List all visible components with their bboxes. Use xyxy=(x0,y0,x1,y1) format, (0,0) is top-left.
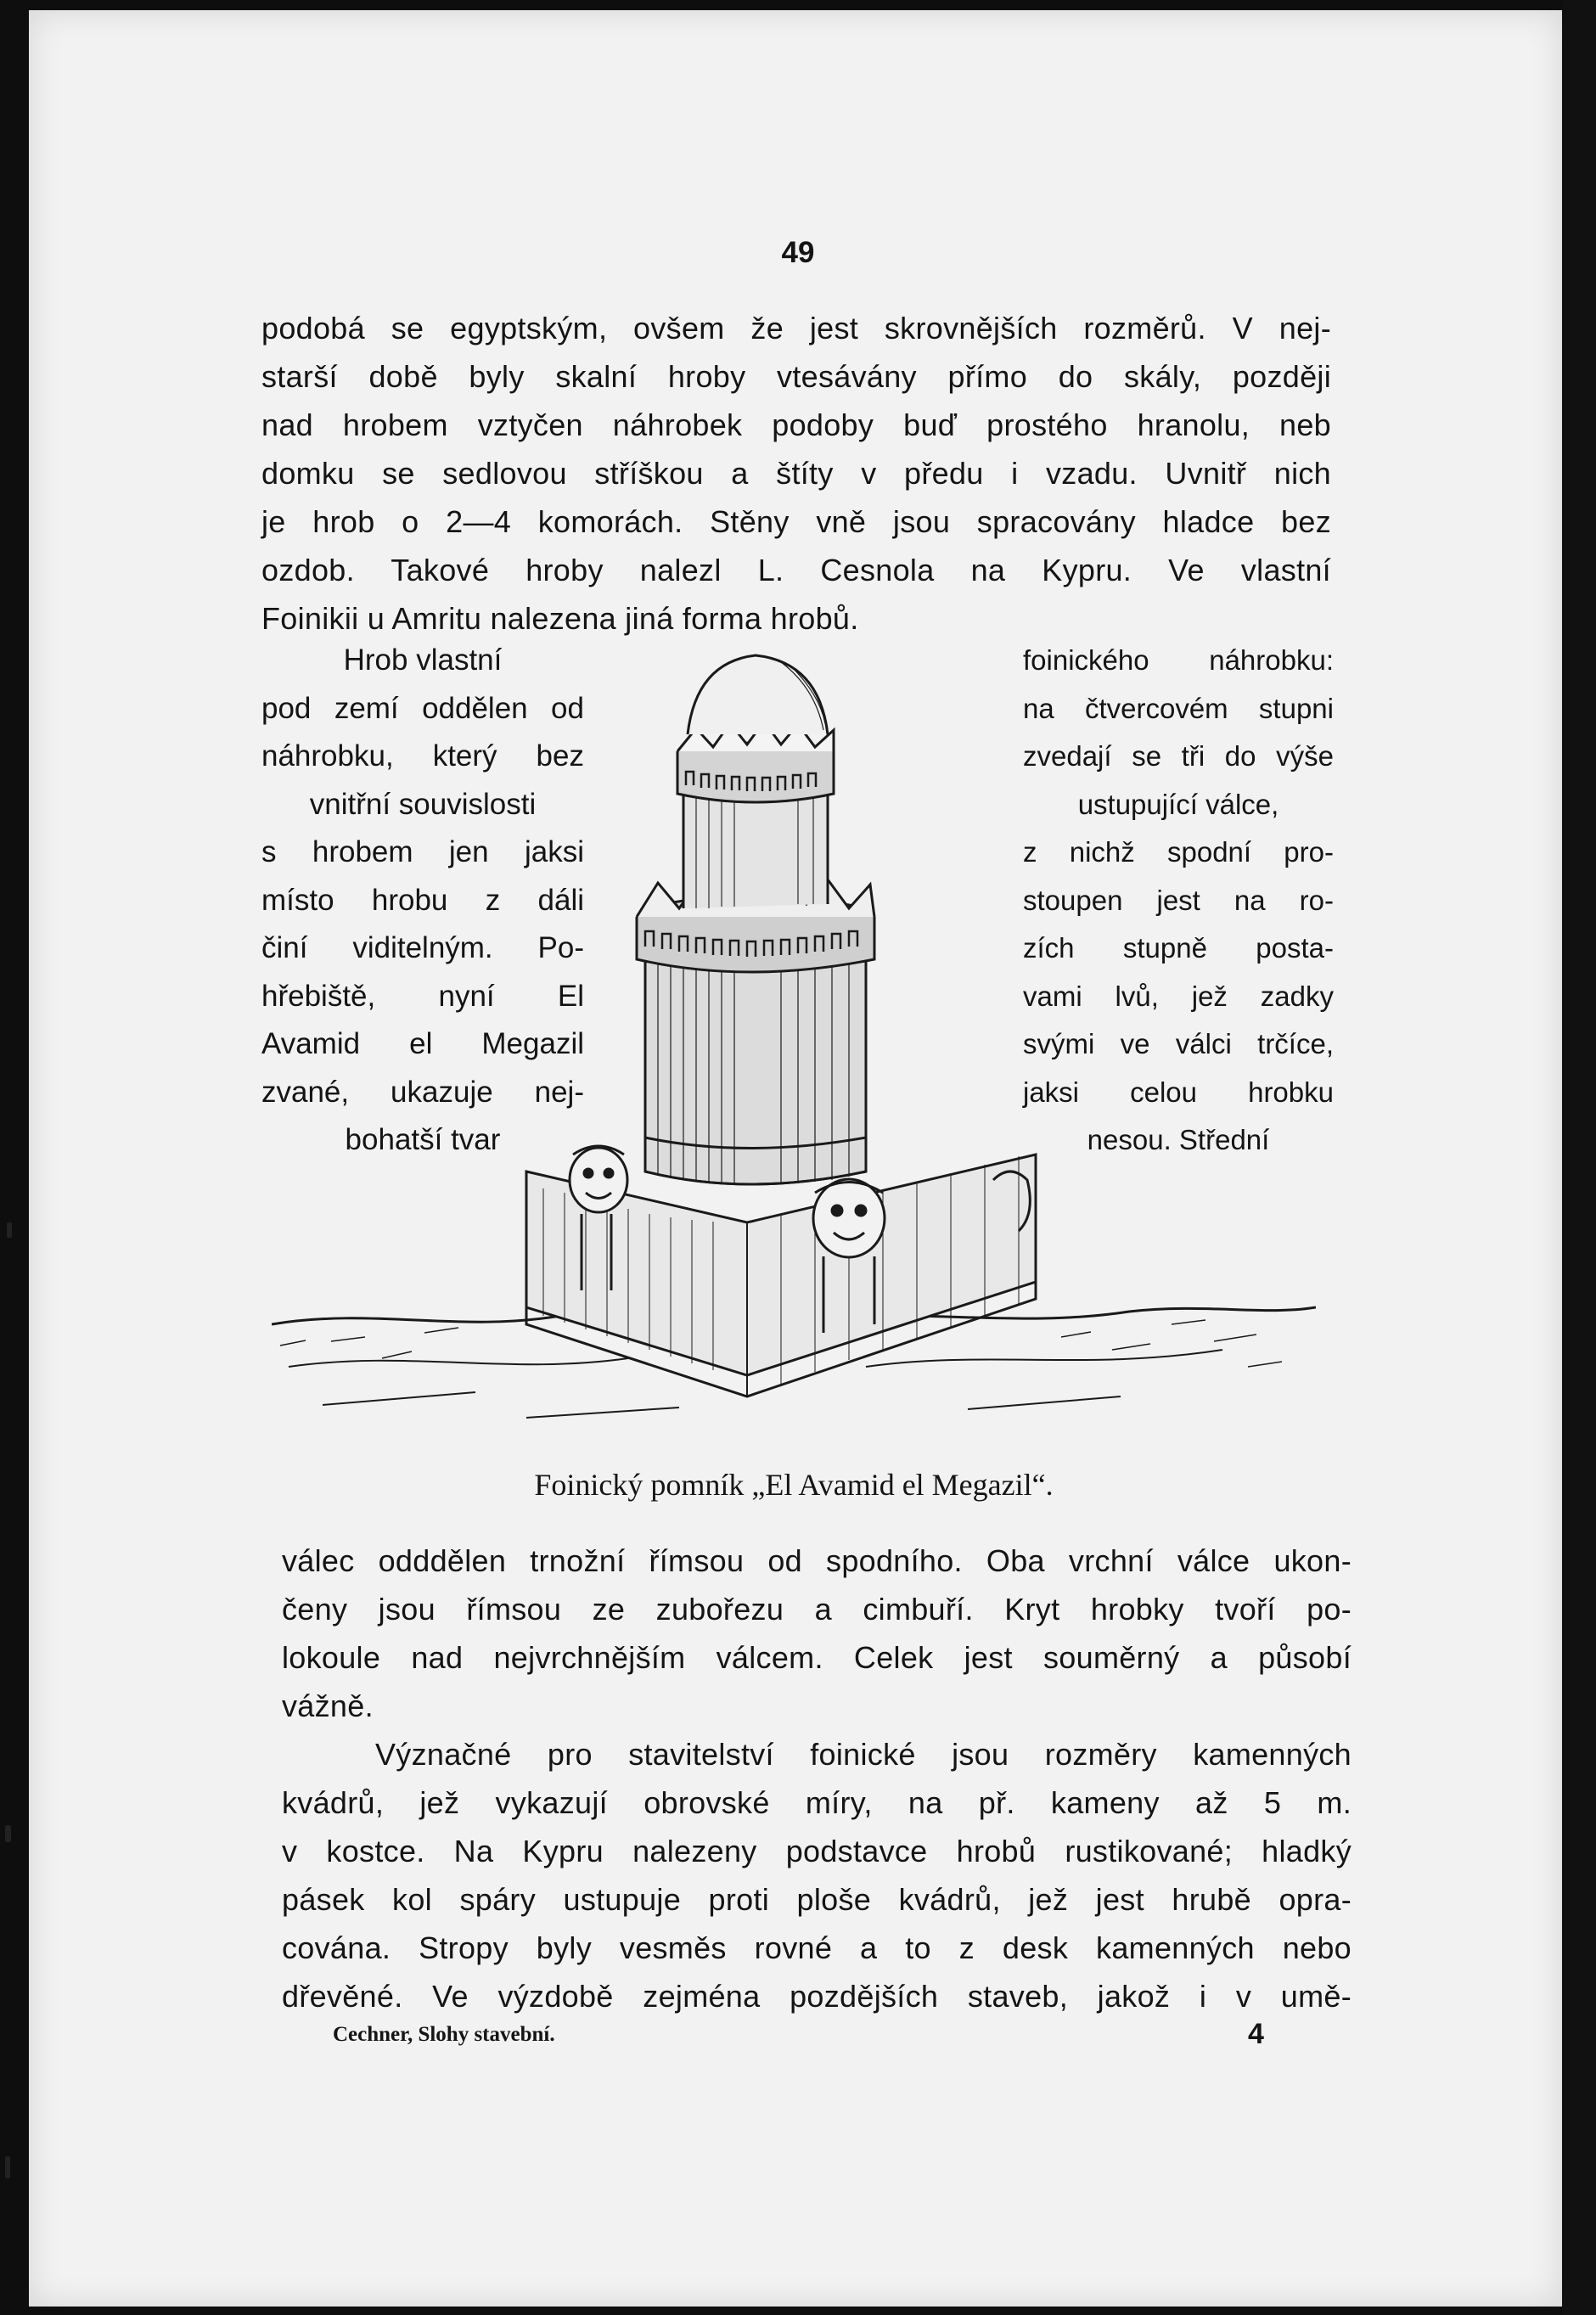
text-line: Význačné pro stavitelství foinické jsou rozměry kamenných xyxy=(375,1737,1352,1772)
text-line: Avamid el Megazil xyxy=(261,1027,584,1060)
text-line: čeny jsou římsou ze zubořezu a cimbuří. Kryt hrobky tvoří po- xyxy=(282,1592,1352,1627)
text-line: pod zemí oddělen od xyxy=(261,691,584,725)
text-line: zích stupně posta- xyxy=(1023,932,1334,964)
text-line: Foinikii u Amritu nalezena jiná forma hrobů. xyxy=(261,601,859,636)
text-line: v kostce. Na Kypru nalezeny podstavce hrobů rustikované; hladký xyxy=(282,1834,1352,1868)
paragraph-description xyxy=(282,1537,1352,1730)
scan-border xyxy=(1562,0,1596,2315)
scan-speck xyxy=(5,2156,10,2178)
text-line: vnitřní souvislosti xyxy=(309,787,537,821)
text-line: náhrobku, který bez xyxy=(261,739,584,773)
text-line: ustupující válce, xyxy=(1077,788,1279,820)
text-line: jaksi celou hrobku xyxy=(1023,1076,1334,1108)
text-line: na čtvercovém stupni xyxy=(1023,692,1334,724)
text-line: bohatší tvar xyxy=(345,1123,501,1156)
text-line: je hrob o 2—4 komorách. Stěny vně jsou spracovány hladce bez xyxy=(261,504,1331,539)
left-wrap-column xyxy=(261,637,584,1165)
text-line: vážně. xyxy=(282,1688,374,1723)
text-line: kvádrů, jež vykazují obrovské míry, na př. kameny až 5 m. xyxy=(282,1785,1352,1820)
text-line: stoupen jest na ro- xyxy=(1023,884,1334,916)
text-line: svými ve válci trčíce, xyxy=(1023,1028,1334,1059)
text-line: vami lvů, jež zadky xyxy=(1023,980,1334,1012)
text-line: nesou. Střední xyxy=(1087,1124,1270,1155)
text-line: s hrobem jen jaksi xyxy=(261,835,584,868)
text-line: válec odddělen trnožní římsou od spodního. Oba vrchní válce ukon- xyxy=(282,1543,1352,1578)
figure-caption: Foinický pomník „El Avamid el Megazil“. xyxy=(534,1468,1054,1502)
page-number: 49 xyxy=(781,236,815,269)
text-line: dřevěné. Ve výzdobě zejména pozdějších staveb, jakož i v umě- xyxy=(282,1979,1352,2014)
footer-signature: Cechner, Slohy stavební. xyxy=(333,2023,555,2046)
text-line: cována. Stropy byly vesměs rovné a to z desk kamenných nebo xyxy=(282,1930,1352,1965)
text-line: domku se sedlovou stříškou a štíty v předu i vzadu. Uvnitř nich xyxy=(261,456,1331,491)
scan-speck xyxy=(5,1825,11,1842)
text-line: místo hrobu z dáli xyxy=(261,883,584,917)
scan-speck xyxy=(7,1222,12,1238)
text-line: lokoule nad nejvrchnějším válcem. Celek jest souměrný a působí xyxy=(282,1640,1352,1675)
text-line: ozdob. Takové hroby nalezl L. Cesnola na Kypru. Ve vlastní xyxy=(261,553,1331,587)
paragraph-intro xyxy=(261,304,1331,643)
text-line: starší době byly skalní hroby vtesávány přímo do skály, později xyxy=(261,359,1331,394)
text-line: činí viditelným. Po- xyxy=(261,931,584,964)
text-line: nad hrobem vztyčen náhrobek podoby buď prostého hranolu, neb xyxy=(261,407,1331,442)
text-line: z nichž spodní pro- xyxy=(1023,836,1334,868)
paragraph-masonry xyxy=(282,1730,1352,2020)
text-line: hřebiště, nyní El xyxy=(261,979,584,1013)
text-line: zvedají se tři do výše xyxy=(1023,740,1334,772)
text-line: pásek kol spáry ustupuje proti ploše kvádrů, jež jest hrubě opra- xyxy=(282,1882,1352,1917)
text-line: zvané, ukazuje nej- xyxy=(261,1075,584,1109)
right-wrap-column xyxy=(1023,637,1334,1165)
text-line: foinického náhrobku: xyxy=(1023,644,1334,676)
text-line: Hrob vlastní xyxy=(343,643,503,677)
text-line: podobá se egyptským, ovšem že jest skrovnějších rozměrů. V nej- xyxy=(261,311,1331,346)
signature-mark: 4 xyxy=(1248,2018,1264,2050)
